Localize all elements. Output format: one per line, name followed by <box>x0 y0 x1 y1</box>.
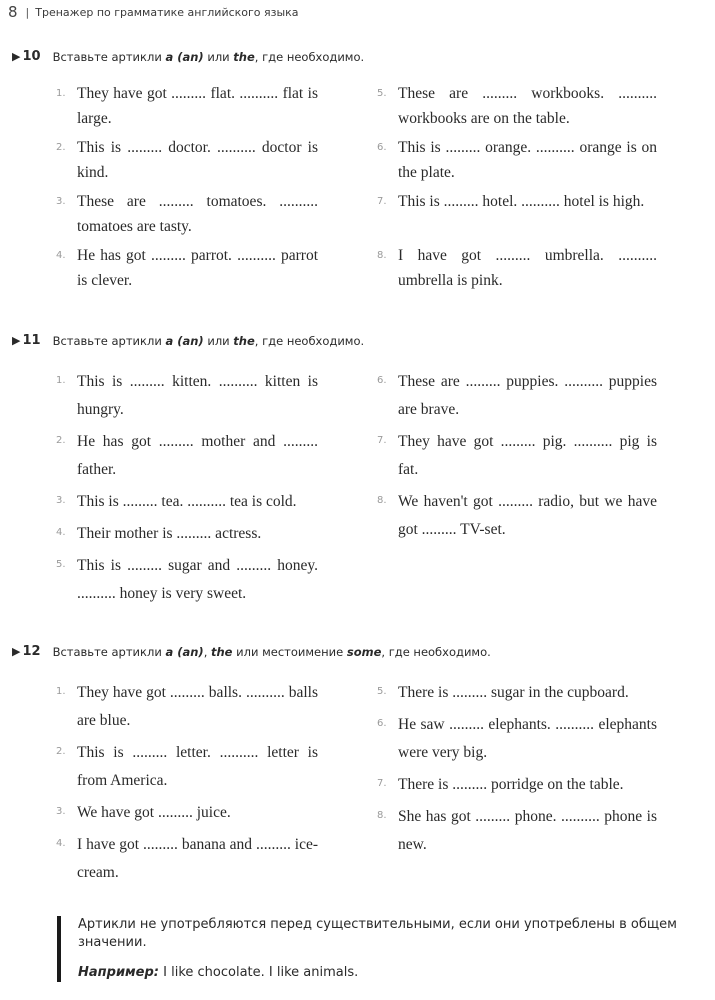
exercise-instruction: Вставьте артикли a (an) или the, где необходимо. <box>52 49 365 64</box>
rule-example <box>78 964 678 982</box>
grammar-rule-box <box>57 916 678 982</box>
exercise-item: 6. These are ......... puppies. .......... puppies are brave. <box>377 373 657 418</box>
exercise-item: 7. They have got ......... pig. .......... pig is fat. <box>377 433 657 478</box>
exercise-item: 3. These are ......... tomatoes. .......... tomatoes are tasty. <box>56 193 318 235</box>
exercise-item: 5. These are ......... workbooks. .......... workbooks are on the table. <box>377 85 657 127</box>
exercise-item: 8. She has got ......... phone. .......... phone is new. <box>377 808 657 853</box>
exercise-item: 7. This is ......... hotel. .......... hotel is high. <box>377 193 645 210</box>
triangle-marker-icon: ▶ <box>12 645 21 658</box>
exercise-number: 12 <box>22 644 41 659</box>
triangle-marker-icon: ▶ <box>12 50 21 63</box>
exercise-item: 1. They have got ......... balls. .......... balls are blue. <box>56 684 318 729</box>
exercise-item: 5. There is ......... sugar in the cupboard. <box>377 684 629 701</box>
exercise-item: 3. We have got ......... juice. <box>56 804 231 821</box>
exercise-item: 8. I have got ......... umbrella. .......... umbrella is pink. <box>377 247 657 289</box>
example-label: Например: <box>78 965 159 980</box>
exercise-item: 4. I have got ......... banana and ......... ice-cream. <box>56 836 318 881</box>
exercise-item: 2. This is ......... doctor. .......... doctor is kind. <box>56 139 318 181</box>
exercise-item: 7. There is ......... porridge on the table. <box>377 776 624 793</box>
exercise-item: 2. This is ......... letter. .......... letter is from America. <box>56 744 318 789</box>
rule-text: Артикли не употребляются перед существительными, если они употреблены в общем значении. <box>78 917 677 950</box>
exercise-item: 2. He has got ......... mother and ......... father. <box>56 433 318 478</box>
exercise-item: 6. This is ......... orange. .......... orange is on the plate. <box>377 139 657 181</box>
exercise-item: 4. Their mother is ......... actress. <box>56 525 262 542</box>
triangle-marker-icon: ▶ <box>12 334 21 347</box>
header-separator: | <box>25 5 30 19</box>
exercise-instruction: Вставьте артикли a (an) или the, где необходимо. <box>52 333 365 348</box>
exercise-item: 6. He saw ......... elephants. .......... elephants were very big. <box>377 716 657 761</box>
book-title: Тренажер по грамматике английского языка <box>35 5 299 19</box>
exercise-item: 3. This is ......... tea. .......... tea is cold. <box>56 493 297 510</box>
exercise-instruction: Вставьте артикли a (an), the или местоимение some, где необходимо. <box>52 644 491 659</box>
page-number: 8 <box>8 3 18 21</box>
exercise-item: 5. This is ......... sugar and ......... honey. .......... honey is very sweet. <box>56 557 318 602</box>
exercise-item: 8. We haven't got ......... radio, but we have got ......... TV-set. <box>377 493 657 538</box>
running-header <box>8 3 299 21</box>
exercise-item: 4. He has got ......... parrot. .......... parrot is clever. <box>56 247 318 289</box>
exercise-11-heading <box>12 333 364 348</box>
exercise-item: 1. They have got ......... flat. .......... flat is large. <box>56 85 318 127</box>
exercise-number: 10 <box>22 49 41 64</box>
exercise-number: 11 <box>22 333 41 348</box>
exercise-12-heading <box>12 644 491 659</box>
exercise-item: 1. This is ......... kitten. .......... kitten is hungry. <box>56 373 318 418</box>
exercise-10-heading <box>12 49 364 64</box>
example-text: I like chocolate. I like animals. <box>159 965 359 980</box>
